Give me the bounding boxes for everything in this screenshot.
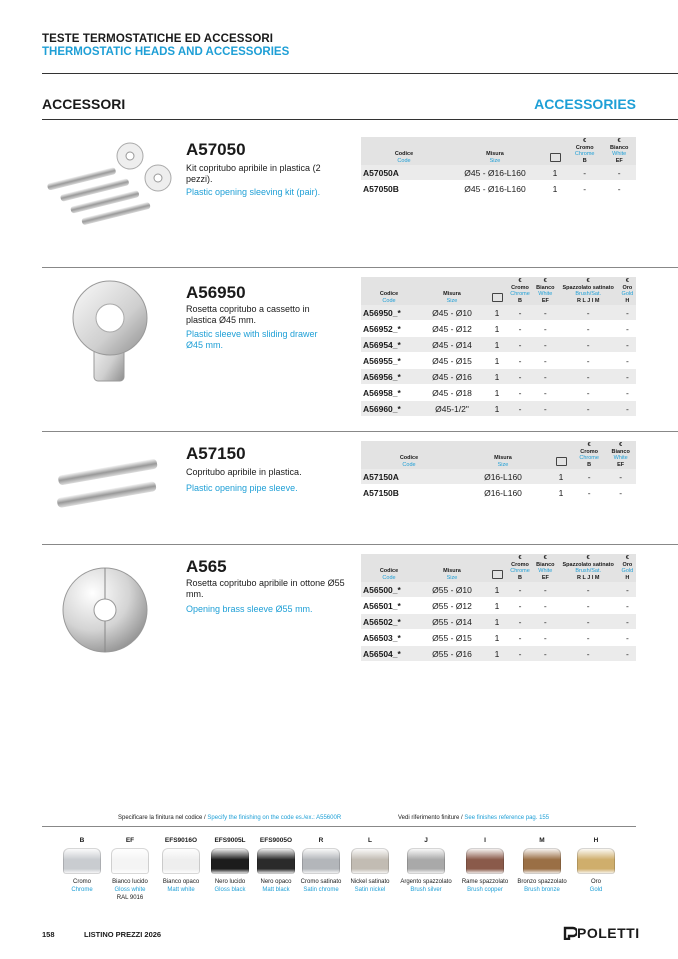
cell: -	[558, 321, 619, 337]
product-image-a57050	[45, 140, 175, 235]
col-header: EF	[541, 574, 549, 581]
cell: -	[558, 614, 619, 630]
cell: -	[605, 469, 636, 485]
cell: 1	[487, 582, 507, 598]
cell: 1	[487, 385, 507, 401]
finish-ral: RAL 9016	[116, 895, 144, 901]
table-row	[361, 614, 636, 630]
cell: -	[619, 305, 636, 321]
cell: -	[619, 582, 636, 598]
cell: -	[619, 337, 636, 353]
col-header-en: Size	[489, 157, 501, 164]
col-header: Codice	[379, 568, 399, 574]
col-header: EF	[617, 461, 625, 468]
finish-label	[340, 878, 400, 894]
cell: -	[533, 598, 558, 614]
cell: -	[619, 614, 636, 630]
brand-name: POLETTI	[577, 925, 640, 941]
col-header-en: Code	[397, 157, 411, 164]
cell: 1	[543, 181, 567, 197]
table-row	[361, 321, 636, 337]
page-number: 158	[42, 930, 55, 939]
finish-name-en: Matt white	[167, 887, 195, 893]
table-row	[361, 337, 636, 353]
finish-swatch-chrome	[63, 848, 101, 874]
col-header: €	[619, 442, 623, 448]
box-icon	[492, 293, 503, 302]
finish-code: B	[79, 837, 85, 844]
cell: Ø16-L160	[457, 469, 549, 485]
finish-name-it: Bronzo spazzolato	[517, 879, 567, 885]
col-header: €	[625, 555, 629, 561]
cell: -	[558, 598, 619, 614]
cell: -	[558, 353, 619, 369]
col-header: Codice	[399, 455, 419, 461]
finish-code: EFS9005L	[214, 837, 246, 844]
col-header: H	[625, 297, 630, 304]
col-header-en: Size	[446, 574, 458, 581]
col-header-en: Size	[446, 297, 458, 304]
finish-name-it: Cromo	[72, 879, 91, 885]
finish-name-en: Brush bronze	[524, 887, 560, 893]
col-header: B	[587, 461, 592, 468]
cell: -	[619, 630, 636, 646]
cell: Ø45 - Ø10	[417, 305, 487, 321]
finish-name-en: Brush copper	[467, 887, 503, 893]
brand-logo	[563, 925, 640, 941]
cell: Ø55 - Ø14	[417, 614, 487, 630]
price-table-a565	[361, 554, 636, 662]
finish-name-it: Argento spazzolato	[400, 879, 452, 885]
cell: 1	[549, 469, 573, 485]
col-header-en: White	[538, 291, 553, 297]
cell: -	[558, 646, 619, 662]
product-desc-en: Plastic opening sleeving kit (pair).	[186, 187, 321, 197]
col-header-en: Code	[382, 574, 396, 581]
col-header: Codice	[379, 291, 399, 297]
col-header-en: White	[613, 455, 628, 461]
cell: -	[507, 401, 533, 417]
cell-code: A56952_*	[361, 321, 417, 337]
cell: Ø55 - Ø12	[417, 598, 487, 614]
col-header-en: Brush/Sat.	[575, 568, 602, 574]
finish-swatch-satin-chrome	[302, 848, 340, 874]
finish-label	[455, 878, 515, 894]
cell: -	[533, 646, 558, 662]
cell: Ø45 - Ø16	[417, 369, 487, 385]
col-header: R L J I M	[576, 297, 600, 304]
col-header: EF	[615, 157, 623, 164]
product-divider	[42, 267, 678, 268]
cell: -	[619, 401, 636, 417]
col-header: Misura	[443, 291, 461, 297]
col-header: €	[617, 138, 621, 144]
cell: -	[619, 646, 636, 662]
col-header-en: Brush/Sat.	[575, 291, 602, 297]
cell-code: A56950_*	[361, 305, 417, 321]
product-desc-it: Rosetta copritubo apribile in ottone Ø55 mm.	[186, 578, 345, 599]
cell: 1	[487, 353, 507, 369]
box-icon	[550, 153, 561, 162]
finish-label	[512, 878, 572, 894]
finish-name-en: Satin nickel	[354, 887, 386, 893]
cell: -	[507, 337, 533, 353]
col-header-en: Gold	[621, 568, 634, 574]
section-title-en: ACCESSORIES	[534, 96, 636, 112]
cell: 1	[487, 337, 507, 353]
cell: -	[533, 353, 558, 369]
col-header: R L J I M	[576, 574, 600, 581]
col-header: Codice	[394, 151, 414, 157]
col-header-en: Chrome	[510, 568, 530, 574]
product-code: A57150	[186, 444, 246, 463]
footer-title: LISTINO PREZZI 2026	[84, 930, 162, 939]
cell: -	[619, 385, 636, 401]
col-header: Cromo	[511, 561, 529, 568]
col-header: €	[586, 278, 590, 284]
cell: -	[558, 369, 619, 385]
product-code: A565	[186, 557, 227, 576]
col-header: Cromo	[511, 284, 529, 291]
col-header: Bianco	[536, 561, 555, 568]
col-header-en: Chrome	[579, 455, 599, 461]
cell-code: A56503_*	[361, 630, 417, 646]
col-header: H	[625, 574, 630, 581]
finish-swatch-matt-white	[162, 848, 200, 874]
finish-code: J	[424, 837, 428, 844]
finish-name-en: Matt black	[262, 887, 290, 893]
product-divider	[42, 544, 678, 545]
cell-code: A56958_*	[361, 385, 417, 401]
cell: -	[602, 181, 636, 197]
finish-swatch-brush-bronze	[523, 848, 561, 874]
cell: -	[558, 337, 619, 353]
finish-name-en: Chrome	[71, 887, 93, 893]
cell: -	[558, 401, 619, 417]
product-desc-en: Opening brass sleeve Ø55 mm.	[186, 604, 313, 614]
col-header: €	[543, 278, 547, 284]
table-row	[361, 485, 636, 501]
finish-label	[566, 878, 626, 894]
box-icon	[492, 570, 503, 579]
finish-name-it: Bianco lucido	[112, 879, 148, 885]
cell: Ø55 - Ø16	[417, 646, 487, 662]
cell: -	[507, 598, 533, 614]
finish-swatch-gold	[577, 848, 615, 874]
cell: -	[533, 385, 558, 401]
finish-note-en: Specify the finishing on the code es./ex.: A55600R	[207, 815, 342, 821]
cell: 1	[487, 305, 507, 321]
col-header: Bianco	[610, 144, 629, 151]
cell: -	[507, 614, 533, 630]
finish-reference-note	[398, 815, 549, 821]
cell: 1	[487, 646, 507, 662]
cell: 1	[549, 485, 573, 501]
cell: -	[533, 321, 558, 337]
finish-code: H	[593, 837, 599, 844]
cell: -	[533, 582, 558, 598]
finish-code: EFS9016O	[164, 837, 198, 844]
cell-code: A56500_*	[361, 582, 417, 598]
cell-code: A56956_*	[361, 369, 417, 385]
col-header: €	[583, 138, 587, 144]
box-icon	[556, 457, 567, 466]
col-header: €	[543, 555, 547, 561]
finish-name-en: Gloss white	[114, 887, 146, 893]
col-header: Misura	[443, 568, 461, 574]
cell: -	[533, 614, 558, 630]
cell-code: A56502_*	[361, 614, 417, 630]
cell: Ø45 - Ø18	[417, 385, 487, 401]
product-desc-it: Kit copritubo apribile in plastica (2 pezzi).	[186, 163, 321, 184]
table-row	[361, 469, 636, 485]
table-row	[361, 630, 636, 646]
cell: -	[507, 353, 533, 369]
table-row	[361, 305, 636, 321]
col-header-en: Code	[382, 297, 396, 304]
finish-code: M	[539, 837, 545, 844]
col-header: Oro	[622, 561, 633, 568]
finish-swatch-matt-black	[257, 848, 295, 874]
cell: 1	[487, 598, 507, 614]
cell: -	[533, 630, 558, 646]
product-desc-en: Plastic opening pipe sleeve.	[186, 483, 298, 493]
cell: -	[507, 385, 533, 401]
cell-code: A57050A	[361, 165, 447, 181]
cell: -	[558, 630, 619, 646]
cell-code: A57150B	[361, 485, 457, 501]
finish-note	[118, 815, 341, 821]
poletti-logo-icon	[563, 926, 577, 940]
col-header: Misura	[494, 455, 512, 461]
col-header: Spazzolato satinato	[562, 284, 614, 291]
finish-name-it: Rame spazzolato	[461, 879, 509, 885]
finish-name-it: Cromo satinato	[300, 879, 342, 885]
section-divider	[42, 119, 678, 120]
cell: Ø45 - Ø14	[417, 337, 487, 353]
col-header: Oro	[622, 284, 633, 291]
col-header: Bianco	[536, 284, 555, 291]
col-header: Spazzolato satinato	[562, 561, 614, 568]
finish-code: L	[368, 837, 372, 844]
finish-name-en: Gloss black	[214, 887, 246, 893]
cell: -	[573, 485, 605, 501]
cell: -	[507, 369, 533, 385]
cell: -	[567, 181, 602, 197]
cell: -	[533, 337, 558, 353]
table-row	[361, 401, 636, 417]
table-row	[361, 646, 636, 662]
cell: Ø45 - Ø12	[417, 321, 487, 337]
finish-name-en: Satin chrome	[303, 887, 339, 893]
cell-code: A56954_*	[361, 337, 417, 353]
finish-code: EF	[125, 837, 135, 844]
cell: -	[507, 630, 533, 646]
cell: 1	[487, 321, 507, 337]
col-header-en: White	[612, 151, 627, 157]
cell: -	[558, 305, 619, 321]
finish-ref-en: See finishes reference pag. 155	[464, 815, 550, 821]
section-title-it: ACCESSORI	[42, 96, 126, 112]
col-header: Bianco	[611, 448, 630, 455]
col-header: €	[518, 278, 522, 284]
col-header: B	[518, 297, 522, 304]
cell: -	[507, 582, 533, 598]
col-header: EF	[541, 297, 549, 304]
cell: -	[605, 485, 636, 501]
finish-name-en: Gold	[589, 887, 603, 893]
finish-swatch-brush-copper	[466, 848, 504, 874]
cell: -	[558, 582, 619, 598]
cell: -	[533, 369, 558, 385]
col-header: €	[625, 278, 629, 284]
cell: 1	[543, 165, 567, 181]
cell-code: A57050B	[361, 181, 447, 197]
col-header-en: Chrome	[510, 291, 530, 297]
cell: -	[533, 401, 558, 417]
table-row	[361, 353, 636, 369]
cell-code: A56960_*	[361, 401, 417, 417]
product-image-a57150	[52, 455, 167, 515]
cell: -	[507, 646, 533, 662]
cell: 1	[487, 614, 507, 630]
cell: Ø55 - Ø10	[417, 582, 487, 598]
table-row	[361, 165, 636, 181]
finish-note-it: Specificare la finitura nel codice /	[118, 815, 208, 821]
cell: -	[619, 598, 636, 614]
finish-label	[396, 878, 456, 894]
product-desc-en: Plastic sleeve with sliding drawer Ø45 mm.	[186, 329, 318, 350]
price-table-a56950	[361, 277, 636, 417]
cell-code: A57150A	[361, 469, 457, 485]
finish-name-it: Nero lucido	[214, 879, 246, 885]
col-header-en: Chrome	[574, 151, 595, 157]
cell: -	[573, 469, 605, 485]
finish-name-en: Brush silver	[410, 887, 442, 893]
cell: 1	[487, 369, 507, 385]
cell: -	[602, 165, 636, 181]
finish-code: R	[318, 837, 324, 844]
finish-name-it: Nero opaco	[260, 879, 292, 885]
col-header-en: White	[538, 568, 553, 574]
cell: -	[507, 305, 533, 321]
cell: 1	[487, 401, 507, 417]
cell-code: A56501_*	[361, 598, 417, 614]
col-header: €	[586, 555, 590, 561]
cell: -	[533, 305, 558, 321]
col-header: Cromo	[575, 144, 594, 151]
col-header: B	[582, 157, 587, 164]
product-image-a565	[60, 565, 150, 655]
cell: Ø45 - Ø15	[417, 353, 487, 369]
col-header: B	[518, 574, 522, 581]
cell: Ø45 - Ø16-L160	[447, 165, 543, 181]
cell: Ø45-1/2"	[417, 401, 487, 417]
table-row	[361, 181, 636, 197]
finishes-divider	[42, 826, 636, 827]
cell: -	[619, 369, 636, 385]
price-table-a57050	[361, 137, 636, 197]
col-header: Cromo	[580, 448, 599, 455]
cell: -	[619, 353, 636, 369]
product-code: A56950	[186, 283, 246, 302]
finish-swatch-gloss-black	[211, 848, 249, 874]
product-code: A57050	[186, 140, 246, 159]
finish-swatch-gloss-white	[111, 848, 149, 874]
col-header: Misura	[486, 151, 504, 157]
finish-name-it: Bianco opaco	[162, 879, 200, 885]
col-header-en: Gold	[621, 291, 634, 297]
finish-name-it: Oro	[590, 879, 601, 885]
finish-code: EFS9005O	[259, 837, 293, 844]
cell: -	[567, 165, 602, 181]
finish-ref-it: Vedi riferimento finiture /	[398, 815, 465, 821]
cell: -	[507, 321, 533, 337]
table-row	[361, 385, 636, 401]
cell-code: A56955_*	[361, 353, 417, 369]
cell: Ø45 - Ø16-L160	[447, 181, 543, 197]
cell: Ø55 - Ø15	[417, 630, 487, 646]
col-header: €	[518, 555, 522, 561]
cell-code: A56504_*	[361, 646, 417, 662]
product-desc-it: Copritubo apribile in plastica.	[186, 467, 302, 477]
cell: -	[558, 385, 619, 401]
product-desc-it: Rosetta copritubo a cassetto in plastica Ø45 mm.	[186, 304, 310, 325]
page-header-it: TESTE TERMOSTATICHE ED ACCESSORI	[42, 33, 274, 45]
cell: -	[619, 321, 636, 337]
finish-code: I	[484, 837, 486, 844]
header-divider	[42, 73, 678, 74]
cell: 1	[487, 630, 507, 646]
finish-swatch-brush-silver	[407, 848, 445, 874]
finish-name-it: Nickel satinato	[350, 879, 390, 885]
finish-swatch-satin-nickel	[351, 848, 389, 874]
product-divider	[42, 431, 678, 432]
cell: Ø16-L160	[457, 485, 549, 501]
col-header-en: Code	[402, 461, 416, 468]
col-header: €	[587, 442, 591, 448]
page-header-en: THERMOSTATIC HEADS AND ACCESSORIES	[42, 46, 290, 58]
product-image-a56950	[72, 276, 152, 386]
col-header-en: Size	[497, 461, 509, 468]
table-row	[361, 582, 636, 598]
price-table-a57150	[361, 441, 636, 501]
table-row	[361, 598, 636, 614]
table-row	[361, 369, 636, 385]
